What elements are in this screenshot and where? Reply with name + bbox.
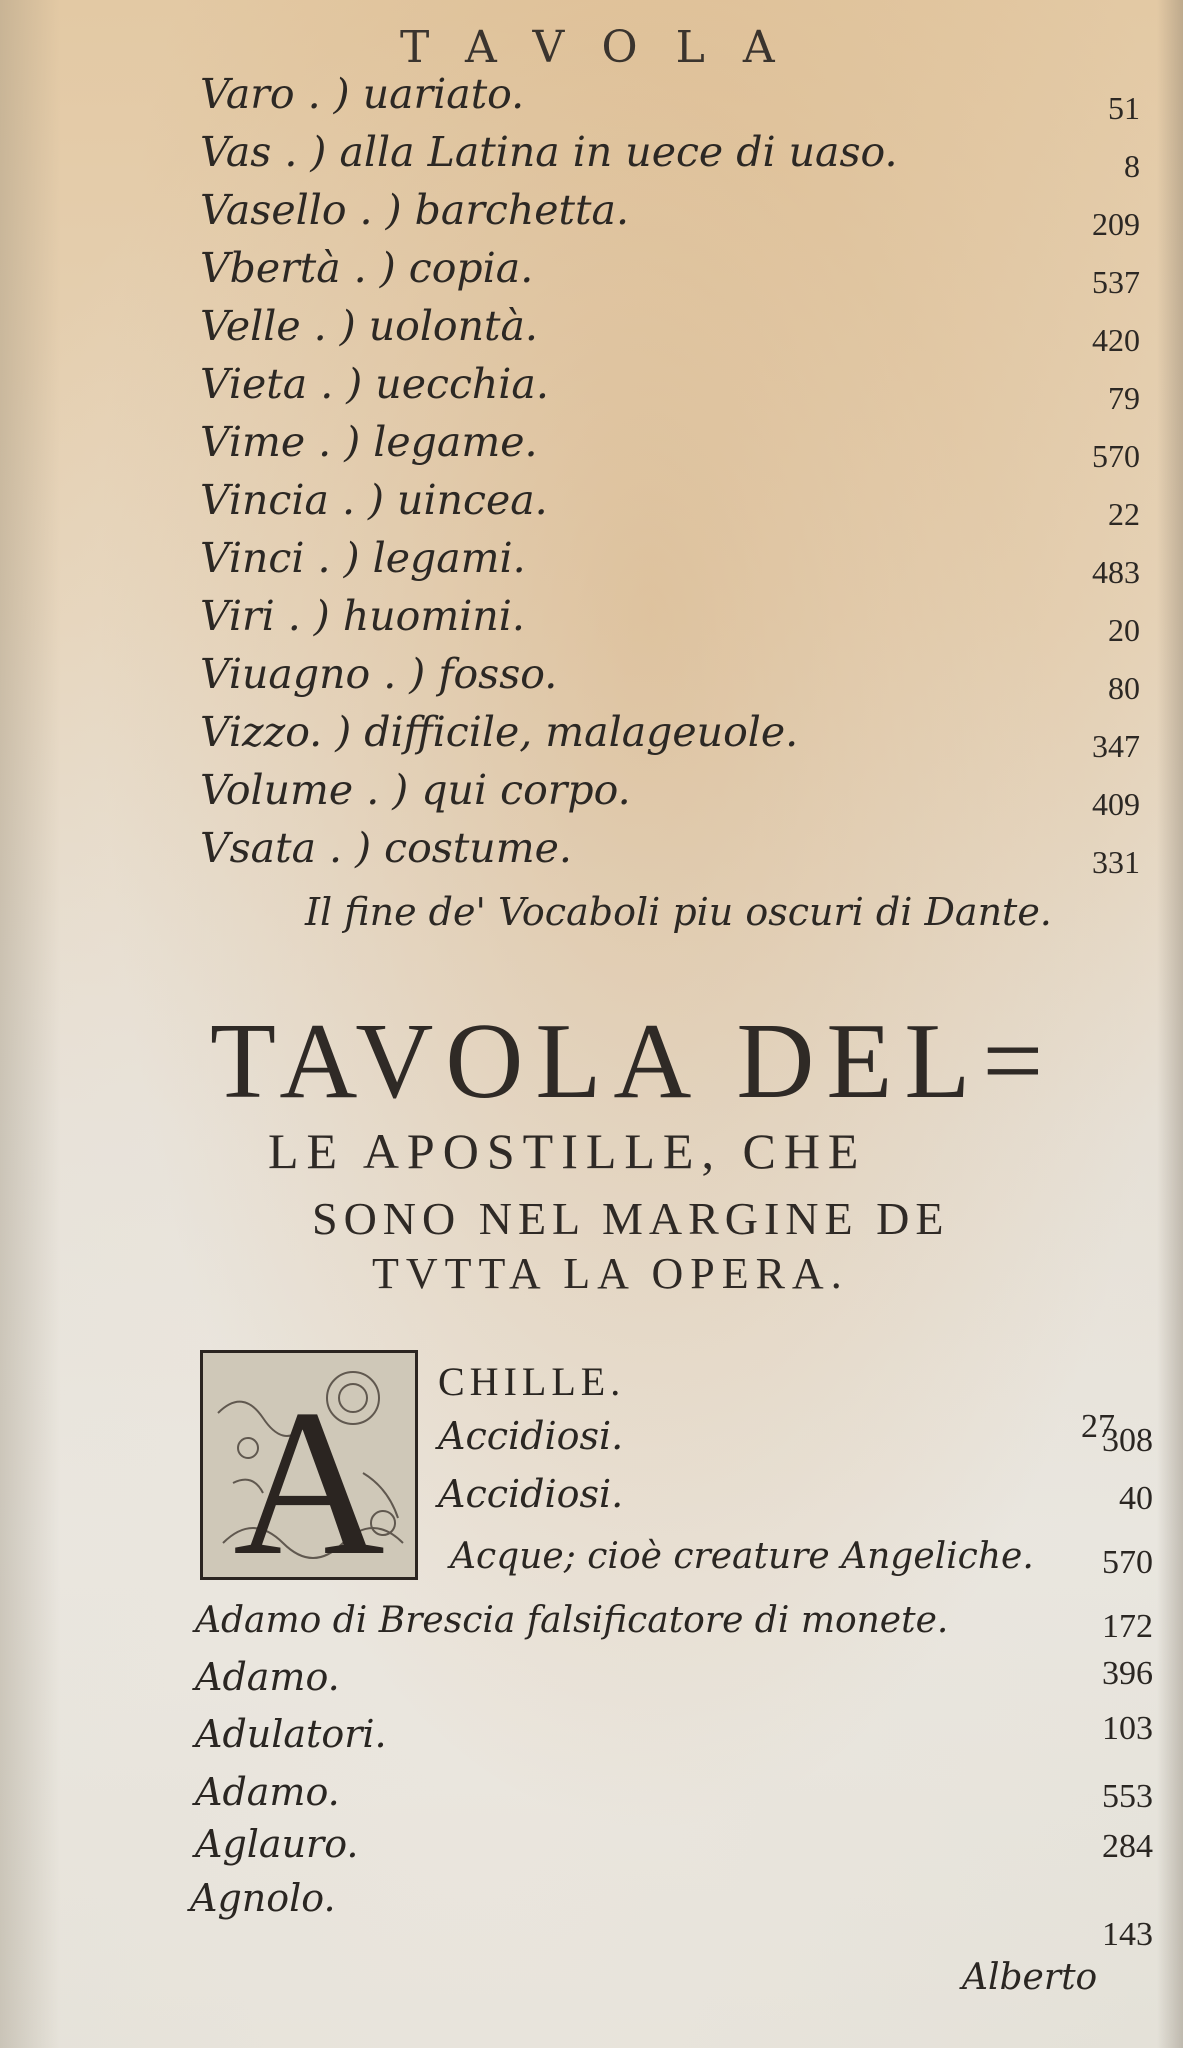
title-line-4: TVTTA LA OPERA. bbox=[372, 1249, 849, 1298]
vocabolo-entry bbox=[200, 824, 1140, 880]
apostille-term: Accidiosi. bbox=[438, 1414, 624, 1458]
vocabolo-page: 537 bbox=[1092, 264, 1140, 300]
vocabolo-entry bbox=[200, 244, 1140, 300]
vocabolo-page: 420 bbox=[1092, 322, 1140, 358]
vocabolo-term: Velle . ) uolontà. bbox=[200, 302, 538, 350]
vocabolo-term: Varo . ) uariato. bbox=[200, 70, 525, 118]
vocabolo-entry bbox=[200, 534, 1140, 590]
vocabolo-term: Vieta . ) uecchia. bbox=[200, 360, 549, 408]
vocabolo-entry bbox=[200, 476, 1140, 532]
apostille-entry bbox=[195, 1600, 1153, 1656]
apostille-first-term: CHILLE. bbox=[438, 1359, 626, 1404]
vocabolo-term: Viuagno . ) fosso. bbox=[200, 650, 558, 698]
vocabolo-entry bbox=[200, 708, 1140, 764]
apostille-term: Adulatori. bbox=[195, 1712, 387, 1756]
initial-letter: A bbox=[233, 1367, 385, 1577]
apostille-page: 553 bbox=[1102, 1778, 1153, 1815]
vocabolo-page: 347 bbox=[1092, 728, 1140, 764]
apostille-entry bbox=[450, 1536, 1153, 1592]
apostille-term: Adamo. bbox=[195, 1770, 340, 1814]
vocabolo-term: Vizzo. ) difficile, malageuole. bbox=[200, 708, 799, 756]
apostille-page: 396 bbox=[1102, 1655, 1153, 1692]
vocabolo-page: 570 bbox=[1092, 438, 1140, 474]
apostille-term: Agnolo. bbox=[190, 1876, 336, 1920]
apostille-term: Accidiosi. bbox=[438, 1472, 624, 1516]
vocabolo-term: Vbertà . ) copia. bbox=[200, 244, 534, 292]
page-edge-shadow-left bbox=[0, 0, 60, 2048]
section-end-line: Il fine de' Vocaboli piu oscuri di Dante. bbox=[305, 890, 1052, 934]
vocabolo-page: 80 bbox=[1108, 670, 1140, 706]
apostille-term: Adamo di Brescia falsificatore di monete. bbox=[195, 1600, 949, 1641]
vocabolo-entry bbox=[200, 650, 1140, 706]
vocabolo-page: 483 bbox=[1092, 554, 1140, 590]
catchword: Alberto bbox=[962, 1957, 1098, 1998]
apostille-term: Adamo. bbox=[195, 1655, 340, 1699]
vocabolo-page: 20 bbox=[1108, 612, 1140, 648]
vocabolo-term: Vinci . ) legami. bbox=[200, 534, 526, 582]
vocabolo-page: 8 bbox=[1124, 148, 1140, 184]
vocabolo-page: 409 bbox=[1092, 786, 1140, 822]
vocabolo-page: 209 bbox=[1092, 206, 1140, 242]
vocabolo-page: 79 bbox=[1108, 380, 1140, 416]
apostille-entry bbox=[438, 1472, 1153, 1528]
apostille-entry bbox=[195, 1712, 1153, 1768]
vocabolo-entry bbox=[200, 70, 1140, 126]
vocabolo-term: Vime . ) legame. bbox=[200, 418, 538, 466]
vocabolo-page: 51 bbox=[1108, 90, 1140, 126]
apostille-term: Aglauro. bbox=[195, 1822, 359, 1866]
woodcut-ornament-icon bbox=[203, 1353, 415, 1577]
vocabolo-term: Vas . ) alla Latina in uece di uaso. bbox=[200, 128, 898, 176]
apostille-entry bbox=[195, 1655, 1153, 1711]
title-line-3: SONO NEL MARGINE DE bbox=[312, 1193, 950, 1244]
apostille-page: 40 bbox=[1119, 1480, 1153, 1517]
vocabolo-entry bbox=[200, 418, 1140, 474]
running-head: TAVOLA bbox=[400, 22, 813, 73]
vocabolo-entry bbox=[200, 360, 1140, 416]
apostille-page: 103 bbox=[1102, 1710, 1153, 1747]
apostille-page: 172 bbox=[1102, 1608, 1153, 1645]
vocabolo-entry bbox=[200, 186, 1140, 242]
title-line-2: LE APOSTILLE, CHE bbox=[268, 1123, 867, 1179]
apostille-page: 308 bbox=[1102, 1422, 1153, 1459]
vocabolo-term: Vsata . ) costume. bbox=[200, 824, 572, 872]
vocabolo-page: 22 bbox=[1108, 496, 1140, 532]
vocabolo-entry bbox=[200, 302, 1140, 358]
decorated-initial-a bbox=[200, 1350, 418, 1580]
vocabolo-entry bbox=[200, 766, 1140, 822]
apostille-entry bbox=[195, 1822, 1153, 1878]
apostille-term: Acque; cioè creature Angeliche. bbox=[450, 1536, 1034, 1577]
apostille-page: 570 bbox=[1102, 1544, 1153, 1581]
page-edge-shadow-right bbox=[1157, 0, 1183, 2048]
vocabolo-page: 331 bbox=[1092, 844, 1140, 880]
apostille-entry bbox=[438, 1414, 1153, 1470]
apostille-page: 27 bbox=[1081, 1408, 1115, 1445]
title-line-1: TAVOLA DEL= bbox=[210, 1002, 1056, 1121]
apostille-page: 143 bbox=[1102, 1916, 1153, 1953]
apostille-entry bbox=[190, 1876, 1153, 1953]
vocabolo-term: Volume . ) qui corpo. bbox=[200, 766, 631, 814]
apostille-entry bbox=[195, 1770, 1153, 1826]
vocabolo-entry bbox=[200, 592, 1140, 648]
vocabolo-term: Viri . ) huomini. bbox=[200, 592, 525, 640]
apostille-page: 284 bbox=[1102, 1828, 1153, 1865]
vocabolo-term: Vincia . ) uincea. bbox=[200, 476, 548, 524]
vocabolo-entry bbox=[200, 128, 1140, 184]
vocabolo-term: Vasello . ) barchetta. bbox=[200, 186, 629, 234]
